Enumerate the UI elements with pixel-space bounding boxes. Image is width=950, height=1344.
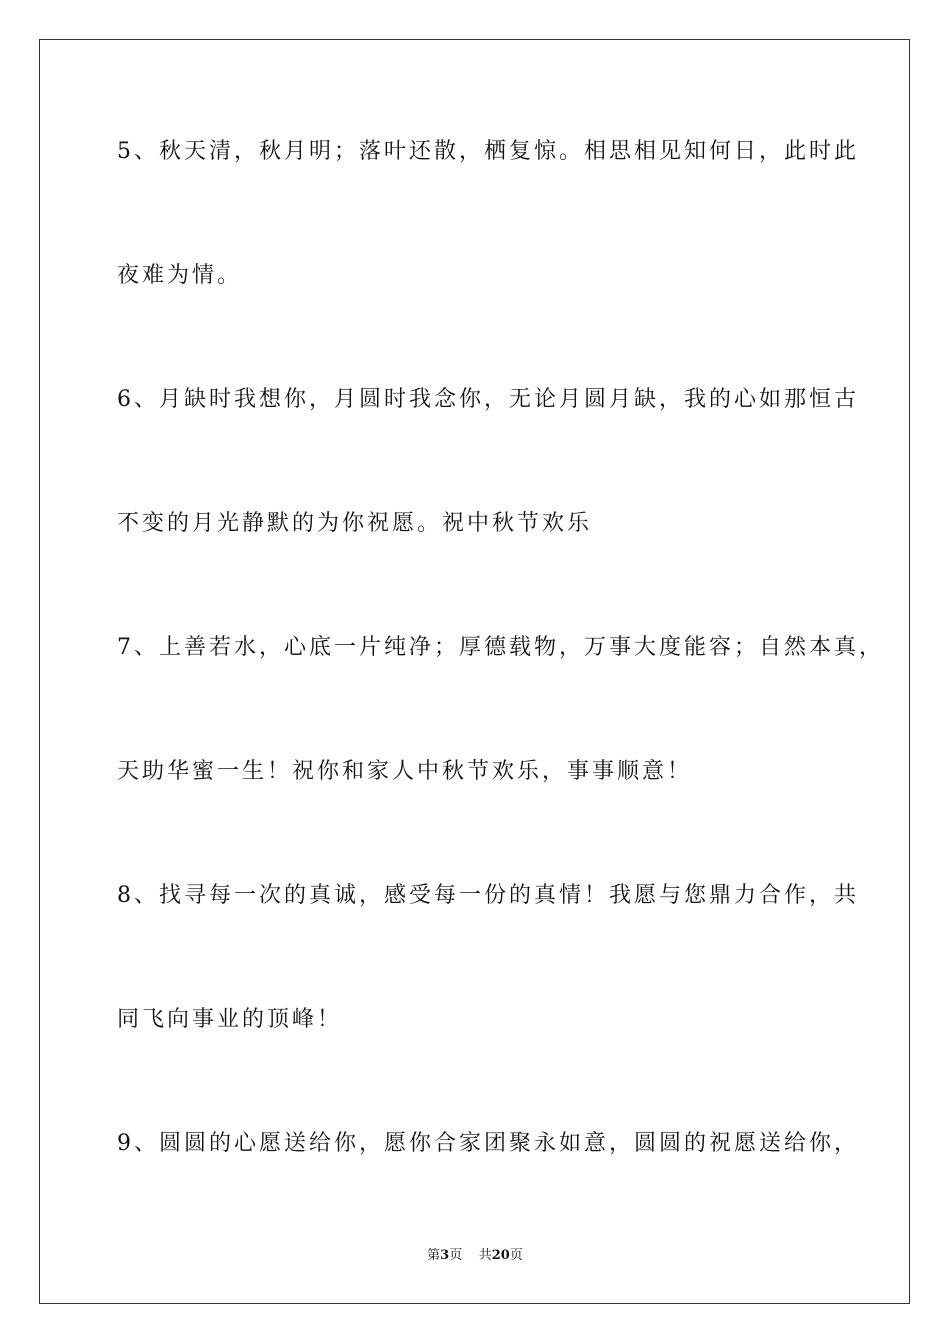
text-line: 不变的月光静默的为你祝愿。祝中秋节欢乐 — [117, 511, 593, 536]
total-pages: 20 — [491, 1248, 510, 1263]
total-prefix: 共 — [478, 1248, 492, 1263]
page-prefix: 第 — [427, 1248, 441, 1263]
page-number: 3 — [440, 1248, 450, 1263]
text-line: 7、上善若水，心底一片纯净；厚德载物，万事大度能容；自然本真， — [117, 635, 884, 660]
page-label — [427, 1248, 462, 1263]
text-line: 8、找寻每一次的真诚，感受每一份的真情！我愿与您鼎力合作，共 — [117, 883, 859, 908]
page-suffix: 页 — [449, 1248, 463, 1263]
page-footer — [0, 1249, 950, 1262]
text-line: 9、圆圆的心愿送给你，愿你合家团聚永如意，圆圆的祝愿送给你， — [117, 1131, 859, 1156]
text-line: 夜难为情。 — [117, 263, 243, 288]
text-line: 同飞向事业的顶峰！ — [117, 1007, 343, 1032]
text-line: 5、秋天清，秋月明；落叶还散，栖复惊。相思相见知何日，此时此 — [117, 139, 859, 164]
text-line: 6、月缺时我想你，月圆时我念你，无论月圆月缺，我的心如那恒古 — [117, 387, 859, 412]
total-suffix: 页 — [509, 1248, 523, 1263]
text-line: 天助华蜜一生！祝你和家人中秋节欢乐，事事顺意！ — [117, 759, 693, 784]
page-border — [39, 39, 910, 1304]
total-label — [479, 1248, 523, 1263]
